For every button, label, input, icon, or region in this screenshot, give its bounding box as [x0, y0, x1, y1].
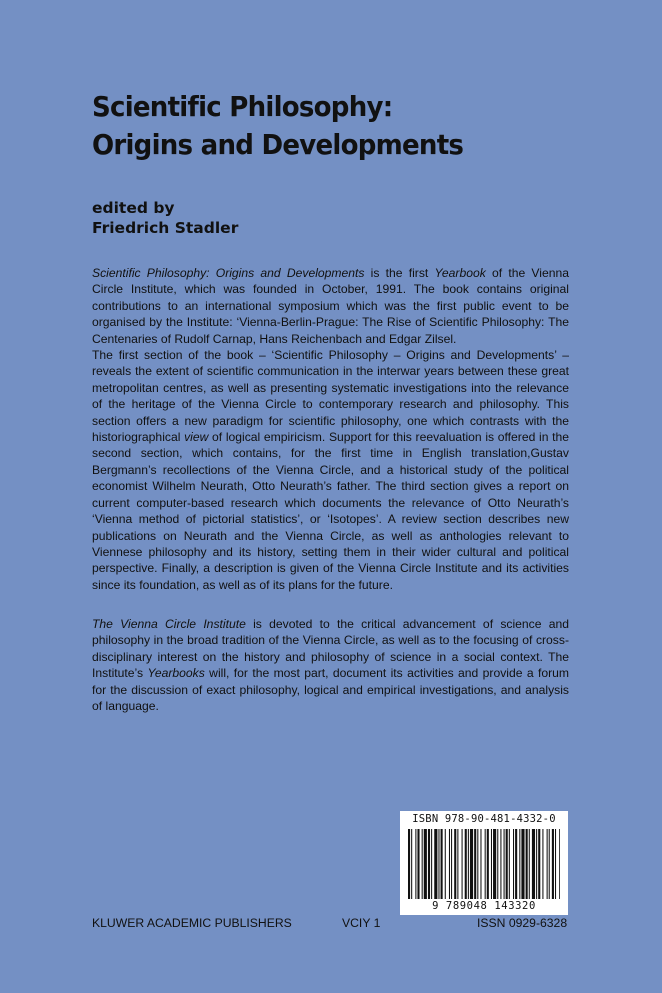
text-span: is the first [364, 266, 435, 280]
yearbooks-italic: Yearbooks [147, 666, 205, 681]
barcode-bar [408, 829, 410, 899]
editor-credit [92, 198, 238, 238]
text-span: of the Vienna Circle Institute, which was founded in October, 1991. The book contains original contributions to an international symposium which was the first public event to be organised by the Institute: ‘Vienna-Berlin-Prague: The Rise of Scientific Philosophy: The Centenaries of Rudolf Carnap, Hans Reichenbach and Edgar Zilsel. [92, 266, 569, 346]
barcode-bar [559, 829, 560, 899]
edited-by-label: edited by [92, 199, 175, 217]
series-code: VCIY 1 [342, 916, 381, 930]
barcode-bar [552, 829, 554, 899]
barcode-bar [506, 829, 508, 899]
issn-number: ISSN 0929-6328 [477, 916, 568, 930]
barcode-bar [542, 829, 543, 899]
barcode-bar [422, 829, 423, 899]
barcode-bar [470, 829, 473, 899]
barcode-bar [538, 829, 540, 899]
book-title [92, 88, 463, 164]
barcode-bar [536, 829, 537, 899]
barcode-bar [513, 829, 514, 899]
book-description [92, 265, 569, 593]
barcode-bar [415, 829, 416, 899]
barcode-bar [445, 829, 446, 899]
yearbook-italic: Yearbook [434, 266, 486, 280]
barcode-bar [491, 829, 492, 899]
barcode-bar [521, 829, 524, 899]
barcode-bar [438, 829, 439, 899]
barcode-bar [441, 829, 443, 899]
isbn-barcode [400, 811, 568, 915]
barcode-bar [465, 829, 467, 899]
barcode-bar [417, 829, 419, 899]
barcode-bar [468, 829, 469, 899]
barcode-bar [549, 829, 550, 899]
barcode-bar [493, 829, 496, 899]
title-line-1: Scientific Philosophy: [92, 90, 393, 123]
book-title-italic: Scientific Philosophy: Origins and Developments [92, 266, 365, 280]
barcode-bar [477, 829, 478, 899]
barcode-bar [547, 829, 548, 899]
barcode-bar [555, 829, 556, 899]
barcode-bar [462, 829, 463, 899]
barcode-bar [509, 829, 510, 899]
institute-description [92, 616, 569, 714]
isbn-label: ISBN 978-90-481-4332-0 [412, 813, 556, 825]
barcode-bar [457, 829, 458, 899]
barcode-bar [532, 829, 535, 899]
publisher-name: KLUWER ACADEMIC PUBLISHERS [92, 916, 292, 930]
barcode-bar [497, 829, 498, 899]
view-italic: view [184, 430, 209, 445]
barcode-bar [529, 829, 530, 899]
barcode-bar [487, 829, 489, 899]
barcode-bar [449, 829, 450, 899]
barcode-bar [428, 829, 430, 899]
barcode-bar [480, 829, 481, 899]
title-line-2: Origins and Developments [92, 128, 464, 161]
barcode-bar [431, 829, 432, 899]
barcode-bar [454, 829, 456, 899]
barcode-bar [526, 829, 528, 899]
barcode-bar [504, 829, 505, 899]
barcode-bar [500, 829, 501, 899]
barcode-bar [474, 829, 476, 899]
barcode-bar [515, 829, 517, 899]
text-span: of logical empiricism. Support for this reevaluation is offered in the second section, which contains, for the first time in English translation,Gustav Bergmann’s recollections of the Vienna Circle, and a historical study of the political economist Wilhelm Neurath, Otto Neurath’s father. The third section gives a report on current computer-based research which documents the relevance of Otto Neurath’s ‘Vienna method of pictorial statistics’, or ‘Isotopes’. A review section describes new publications on Neurath and the Vienna Circle, as well as anthologies relevant to Viennese philosophy and its history, setting them in their wider cultural and political perspective. Finally, a description is given of the Vienna Circle Institute and its activities since its foundation, as well as of its plans for the future. [92, 430, 569, 592]
text-span: will, for the most part, document its activities and provide a forum for the discussion of exact philosophy, logical and empirical investigations, and analysis of language. [92, 666, 569, 714]
barcode-bar [434, 829, 437, 899]
barcode-bar [424, 829, 427, 899]
barcode-bar [485, 829, 486, 899]
description-paragraph-2 [92, 347, 569, 593]
description-paragraph-1 [92, 265, 569, 347]
text-span: The first section of the book – ‘Scientific Philosophy – Origins and Developments’ – reveals the extent of scientific communication in the interwar years between these great metropolitan centres, as well as presenting systematic investigations into the relevance of the heritage of the Vienna Circle to contemporary research and philosophy. This section offers a new paradigm for scientific philosophy, one which contrasts with the historiographical [92, 348, 569, 445]
institute-paragraph [92, 616, 569, 714]
barcode-bar [451, 829, 452, 899]
barcode-bar [519, 829, 520, 899]
editor-name: Friedrich Stadler [92, 219, 239, 237]
institute-name-italic: The Vienna Circle Institute [92, 617, 246, 631]
barcode-bar [411, 829, 412, 899]
barcode-bars [408, 829, 560, 899]
barcode-digits: 9 789048 143320 [432, 900, 536, 912]
text-span: is devoted to the critical advancement of science and philosophy in the broad tradition of the Vienna Circle, as well as to the focusing of cross-disciplinary interest on the history and philosophy of science in a social context. The Institute’s [92, 617, 570, 681]
